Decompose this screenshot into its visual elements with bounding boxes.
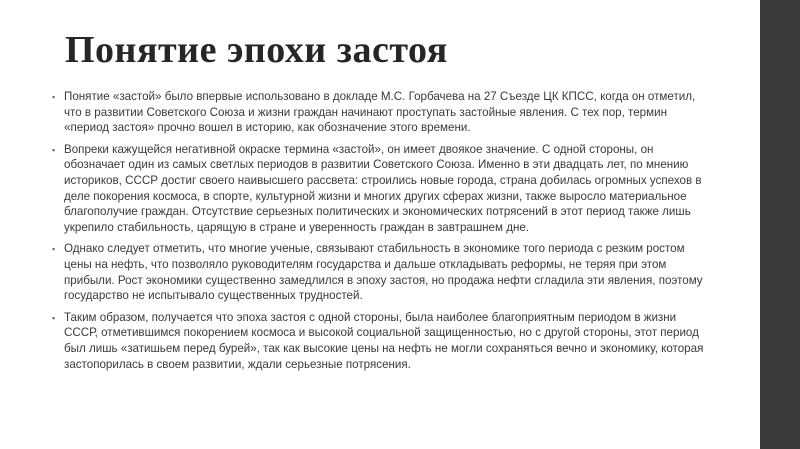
slide-title: Понятие эпохи застоя: [65, 29, 448, 71]
sidebar-panel: [760, 0, 800, 449]
bullet-text: Вопреки кажущейся негативной окраске термина «застой», он имеет двоякое значение. С одной стороны, он обозначает один из самых светлых периодов в развитии Советского Союза. Именно в эти двадцать лет, по мнению историков, СССР достиг своего наивысшего рассвета: строились новые города, страна добилась огромных успехов в деле покорения космоса, в спорте, культурной жизни и многих других сферах жизни, также выросло материальное благополучие граждан. Отсутствие серьезных политических и экономических потрясений в этот период также лишь укрепило стабильность, царящую в стране и уверенность граждан в завтрашнем дне.: [64, 142, 702, 234]
bullet-marker-icon: ▪: [52, 312, 56, 323]
bullet-text: Таким образом, получается что эпоха застоя с одной стороны, была наиболее благоприятным периодом в жизни СССР, отметившимся покорением космоса и высокой социальной защищенностью, но с другой стороны, этот период был лишь «затишьем перед бурей», так как высокие цены на нефть не могли сохраняться вечно и экономику, которая застопорилась в своем развитии, ждали серьезные потрясения.: [64, 310, 704, 371]
bullet-marker-icon: ▪: [52, 92, 56, 102]
bullet-list: [49, 89, 709, 378]
bullet-marker-icon: ▪: [52, 244, 56, 255]
bullet-text: Однако следует отметить, что многие ученые, связывают стабильность в экономике того периода с резким ростом цены на нефть, что позволяло руководителям государства и дальше откладывать реформы, не теряя при этом прибыли. Рост экономики существенно замедлился в эпоху застоя, но продажа нефти сгладила эти явления, поэтому государство не испытывало существенных трудностей.: [64, 242, 703, 303]
bullet-text: Понятие «застой» было впервые использовано в докладе М.С. Горбачева на 27 Съезде ЦК КПСС, когда он отметил, что в развитии Советского Союза и жизни граждан начинают проступать застойные явления. С тех пор, термин «период застоя» прочно вошел в историю, как обозначение этого времени.: [64, 90, 696, 135]
bullet-item: [49, 310, 709, 372]
bullet-item: [49, 241, 709, 303]
bullet-item: [49, 89, 709, 136]
bullet-item: [49, 142, 709, 236]
bullet-marker-icon: ▪: [52, 144, 56, 155]
